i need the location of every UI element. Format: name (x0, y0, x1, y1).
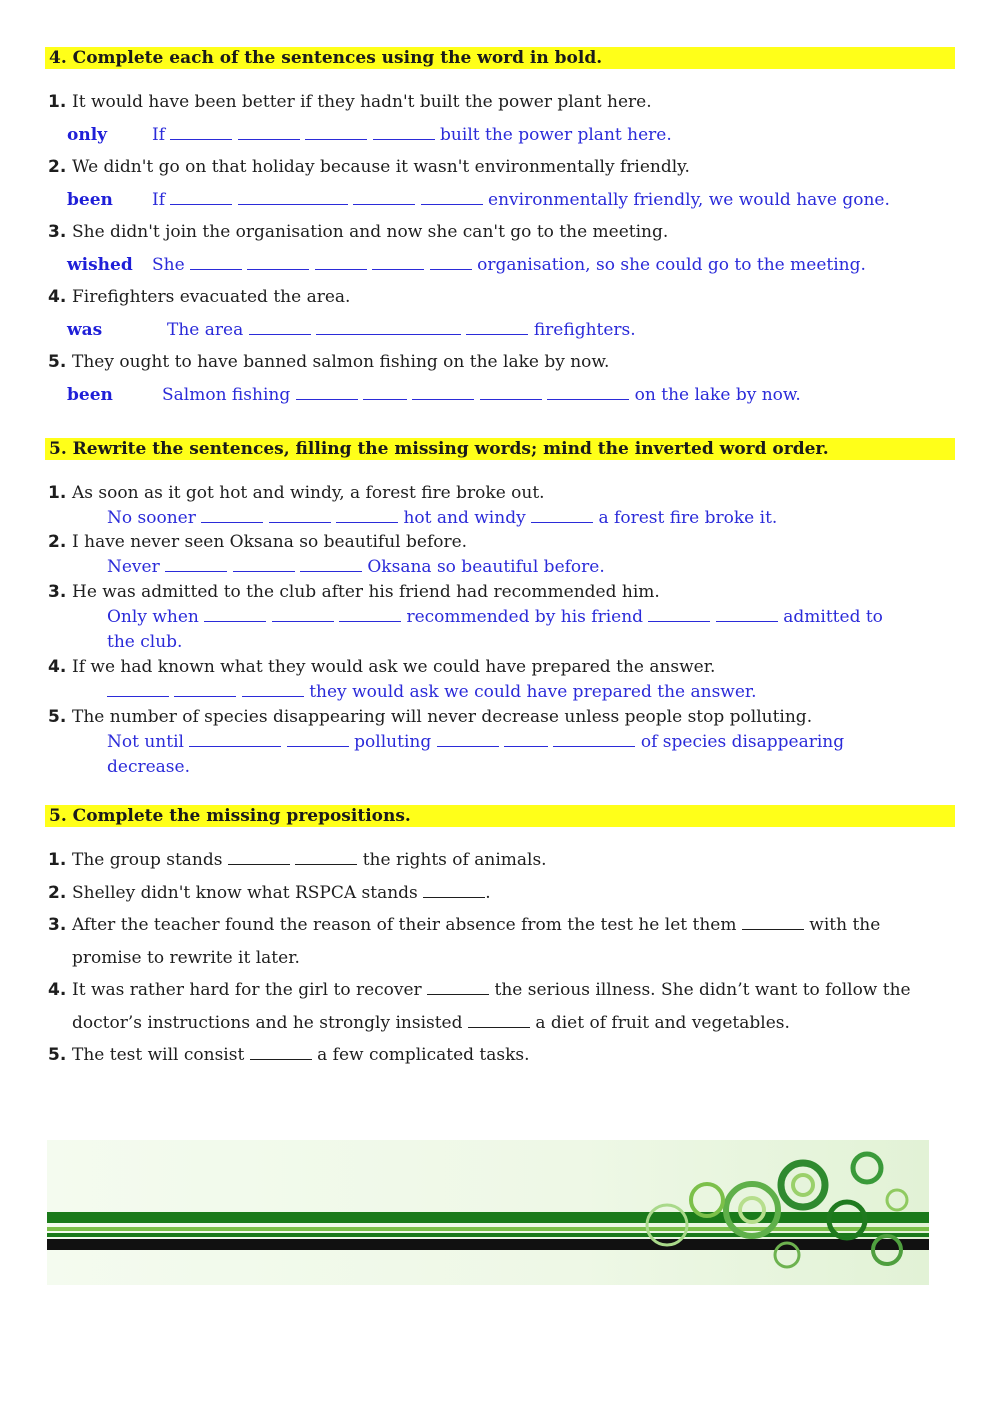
blank[interactable] (190, 255, 242, 270)
blank[interactable] (170, 190, 232, 205)
sentence-stem: She didn't join the organisation and now she can't go to the meeting. (72, 222, 669, 242)
blank[interactable] (480, 385, 542, 400)
keyword: only (67, 125, 108, 145)
blank[interactable] (238, 125, 300, 140)
keyword: been (67, 385, 113, 405)
blank[interactable] (296, 385, 358, 400)
blank[interactable] (269, 508, 331, 523)
blank[interactable] (553, 732, 635, 747)
item-number: 2. (48, 883, 67, 903)
light-green-stripe (47, 1227, 929, 1231)
answer-prefix: If (152, 190, 166, 210)
answer-line (107, 508, 777, 528)
section-5a-header: 5. Rewrite the sentences, filling the missing words; mind the inverted word order. (45, 438, 955, 460)
sentence-text: with the (809, 915, 881, 935)
sentence-text: a diet of fruit and vegetables. (535, 1013, 790, 1033)
item-number: 5. (48, 352, 67, 372)
blank[interactable] (189, 732, 281, 747)
sentence-text: After the teacher found the reason of their absence from the test he let them (72, 915, 737, 935)
answer-continuation: decrease. (107, 757, 190, 777)
blank[interactable] (468, 1013, 530, 1028)
blank[interactable] (228, 850, 290, 865)
blank[interactable] (249, 320, 311, 335)
blank[interactable] (336, 508, 398, 523)
blank[interactable] (427, 980, 489, 995)
answer-text: of species disappearing (640, 732, 845, 752)
answer-line (152, 255, 866, 275)
green-stripe (47, 1212, 929, 1223)
blank[interactable] (174, 682, 236, 697)
blank[interactable] (531, 508, 593, 523)
answer-text: admitted to (783, 607, 883, 627)
answer-line (107, 557, 605, 577)
blank[interactable] (315, 255, 367, 270)
answer-text: a forest fire broke it. (598, 508, 778, 528)
answer-suffix: environmentally friendly, we would have gone. (488, 190, 890, 210)
sentence-stem: Firefighters evacuated the area. (72, 287, 351, 307)
answer-text: polluting (354, 732, 432, 752)
sentence-stem: It would have been better if they hadn't built the power plant here. (72, 92, 652, 112)
blank[interactable] (247, 255, 309, 270)
item-number: 4. (48, 657, 67, 677)
sentence-stem: They ought to have banned salmon fishing on the lake by now. (72, 352, 610, 372)
answer-text: recommended by his friend (406, 607, 644, 627)
sentence-stem: The number of species disappearing will never decrease unless people stop polluting. (72, 707, 813, 727)
answer-suffix: on the lake by now. (634, 385, 801, 405)
blank[interactable] (648, 607, 710, 622)
answer-text: Not until (107, 732, 184, 752)
sentence-continuation: promise to rewrite it later. (72, 948, 300, 968)
answer-line (162, 385, 801, 405)
blank[interactable] (233, 557, 295, 572)
blank[interactable] (295, 850, 357, 865)
blank[interactable] (547, 385, 629, 400)
blank[interactable] (437, 732, 499, 747)
sentence-line (72, 915, 880, 935)
sentence-line (72, 1045, 530, 1065)
blank[interactable] (107, 682, 169, 697)
answer-suffix: organisation, so she could go to the meeting. (477, 255, 866, 275)
blank[interactable] (305, 125, 367, 140)
sentence-text: Shelley didn't know what RSPCA stands (72, 883, 418, 903)
blank[interactable] (423, 883, 485, 898)
item-number: 1. (48, 92, 67, 112)
answer-prefix: Salmon fishing (162, 385, 291, 405)
sentence-stem: As soon as it got hot and windy, a forest fire broke out. (72, 483, 545, 503)
blank[interactable] (504, 732, 548, 747)
answer-line (152, 125, 672, 145)
answer-line (107, 607, 883, 627)
item-number: 3. (48, 915, 67, 935)
section-4-header: 4. Complete each of the sentences using the word in bold. (45, 47, 955, 69)
blank[interactable] (353, 190, 415, 205)
sentence-text: . (485, 883, 491, 903)
sentence-line (72, 850, 547, 870)
answer-suffix: firefighters. (533, 320, 636, 340)
item-number: 2. (48, 157, 67, 177)
blank[interactable] (372, 255, 424, 270)
answer-text: No sooner (107, 508, 196, 528)
sentence-text: the rights of animals. (362, 850, 547, 870)
answer-text: Oksana so beautiful before. (367, 557, 605, 577)
answer-line (107, 682, 757, 702)
item-number: 4. (48, 980, 67, 1000)
sentence-line (72, 1013, 790, 1033)
sentence-stem: If we had known what they would ask we could have prepared the answer. (72, 657, 716, 677)
blank[interactable] (300, 557, 362, 572)
blank[interactable] (287, 732, 349, 747)
answer-prefix: The area (167, 320, 244, 340)
blank[interactable] (238, 190, 348, 205)
blank[interactable] (742, 915, 804, 930)
keyword: was (67, 320, 103, 340)
blank[interactable] (250, 1045, 312, 1060)
blank[interactable] (363, 385, 407, 400)
blank[interactable] (201, 508, 263, 523)
keyword: wished (67, 255, 133, 275)
answer-continuation: the club. (107, 632, 183, 652)
answer-text: they would ask we could have prepared the answer. (309, 682, 757, 702)
blank[interactable] (412, 385, 474, 400)
answer-line (167, 320, 636, 340)
sentence-text: It was rather hard for the girl to recover (72, 980, 422, 1000)
item-number: 1. (48, 483, 67, 503)
blank[interactable] (242, 682, 304, 697)
sentence-text: the serious illness. She didn’t want to follow the (494, 980, 911, 1000)
answer-line (152, 190, 890, 210)
sentence-text: The group stands (72, 850, 223, 870)
answer-text: Only when (107, 607, 199, 627)
answer-suffix: built the power plant here. (440, 125, 672, 145)
sentence-text: The test will consist (72, 1045, 245, 1065)
keyword: been (67, 190, 113, 210)
blank[interactable] (716, 607, 778, 622)
item-number: 5. (48, 707, 67, 727)
blank[interactable] (316, 320, 461, 335)
blank[interactable] (339, 607, 401, 622)
green-thin-stripe (47, 1233, 929, 1237)
answer-prefix: She (152, 255, 185, 275)
item-number: 5. (48, 1045, 67, 1065)
blank[interactable] (272, 607, 334, 622)
blank[interactable] (170, 125, 232, 140)
blank[interactable] (421, 190, 483, 205)
item-number: 2. (48, 532, 67, 552)
sentence-line (72, 980, 911, 1000)
item-number: 4. (48, 287, 67, 307)
answer-line (107, 732, 844, 752)
answer-text: Never (107, 557, 160, 577)
answer-text: hot and windy (403, 508, 526, 528)
sentence-text: a few complicated tasks. (317, 1045, 530, 1065)
sentence-stem: I have never seen Oksana so beautiful before. (72, 532, 468, 552)
blank[interactable] (466, 320, 528, 335)
sentence-stem: He was admitted to the club after his friend had recommended him. (72, 582, 660, 602)
answer-prefix: If (152, 125, 166, 145)
sentence-line (72, 883, 491, 903)
blank[interactable] (430, 255, 472, 270)
item-number: 3. (48, 582, 67, 602)
decorative-footer-banner (47, 1140, 929, 1285)
section-5b-header: 5. Complete the missing prepositions. (45, 805, 955, 827)
item-number: 1. (48, 850, 67, 870)
blank[interactable] (165, 557, 227, 572)
sentence-text: doctor’s instructions and he strongly insisted (72, 1013, 463, 1033)
item-number: 3. (48, 222, 67, 242)
blank[interactable] (373, 125, 435, 140)
blank[interactable] (204, 607, 266, 622)
sentence-stem: We didn't go on that holiday because it wasn't environmentally friendly. (72, 157, 690, 177)
